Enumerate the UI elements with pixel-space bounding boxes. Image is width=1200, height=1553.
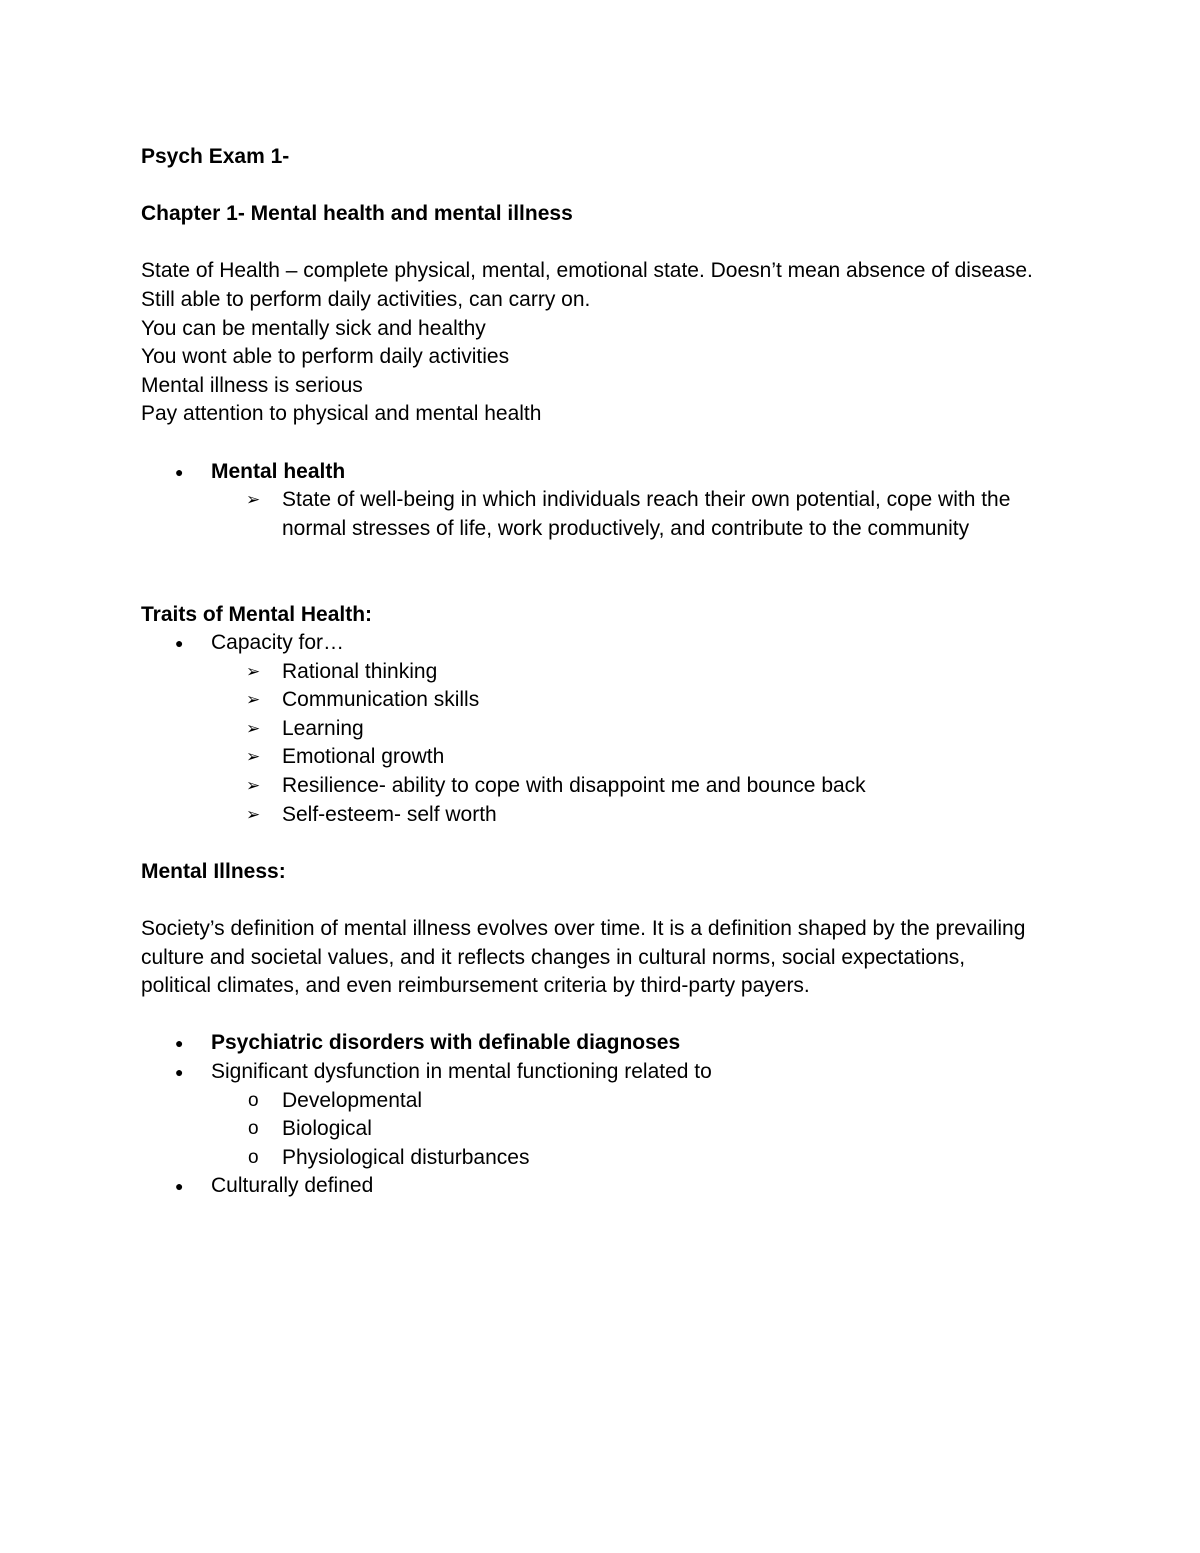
list-item-label: Mental health [211,459,346,483]
spacer [141,572,1071,601]
list-subitem-label: Self-esteem- self worth [282,802,497,826]
list-item [141,1058,1071,1087]
list-subitem-label: Emotional growth [282,745,445,769]
traits-heading: Traits of Mental Health: [141,602,373,626]
spacer [141,172,1071,201]
list-subitem-label: Rational thinking [282,659,438,683]
list-subitem-label: State of well-being in which individuals reach their own potential, cope with the [282,488,1011,512]
intro-line: Still able to perform daily activities, can carry on. [141,287,591,311]
spacer [141,829,1071,858]
list-subitem-label: normal stresses of life, work productively, and contribute to the community [282,516,970,540]
list-subitem-label: Resilience- ability to cope with disappoint me and bounce back [282,774,866,798]
arrow-bullet-icon: ➢ [246,718,261,738]
list-subitem [141,743,1071,772]
intro-line: Mental illness is serious [141,373,363,397]
bullet-icon: ● [175,635,184,652]
intro-line: Pay attention to physical and mental health [141,402,542,426]
chapter-heading: Chapter 1- Mental health and mental illness [141,202,573,226]
list-subitem [141,715,1071,744]
list-subitem [141,801,1071,830]
list-item-label: Significant dysfunction in mental functioning related to [211,1060,712,1083]
paragraph-line: political climates, and even reimbursement criteria by third-party payers. [141,974,810,998]
list-item-label: Psychiatric disorders with definable diagnoses [211,1031,681,1055]
intro-line: You wont able to perform daily activities [141,345,510,369]
spacer [141,543,1071,572]
list-subitem [141,1087,1071,1116]
list-subitem-label: Physiological disturbances [282,1145,530,1169]
list-subitem [141,486,1071,543]
list-subitem [141,1144,1071,1173]
list-subitem [141,1115,1071,1144]
bullet-icon: ● [175,1178,184,1195]
bullet-icon: ● [175,1035,184,1052]
intro-line: You can be mentally sick and healthy [141,316,486,340]
list-item [141,1029,1071,1058]
arrow-bullet-icon: ➢ [246,747,261,767]
spacer [141,1001,1071,1030]
spacer [141,886,1071,915]
list-item-label: Capacity for… [211,631,345,655]
spacer [141,429,1071,458]
arrow-bullet-icon: ➢ [246,776,261,796]
list-subitem-label: Learning [282,716,364,740]
arrow-bullet-icon: ➢ [246,490,261,510]
list-subitem-label: Biological [282,1117,372,1141]
list-subitem [141,658,1071,687]
document-title: Psych Exam 1- [141,145,290,168]
document-page [141,143,1071,1201]
circle-bullet-icon: o [248,1146,259,1168]
list-subitem-label: Communication skills [282,688,480,712]
circle-bullet-icon: o [248,1089,259,1111]
spacer [141,229,1071,258]
paragraph-line: culture and societal values, and it reflects changes in cultural norms, social expectations, [141,945,966,969]
circle-bullet-icon: o [248,1118,259,1140]
list-subitem [141,772,1071,801]
arrow-bullet-icon: ➢ [246,690,261,710]
list-subitem-label: Developmental [282,1088,423,1112]
list-subitem [141,686,1071,715]
list-item [141,1172,1071,1201]
intro-line: State of Health – complete physical, mental, emotional state. Doesn’t mean absence of disease. [141,259,1033,283]
list-item [141,629,1071,658]
arrow-bullet-icon: ➢ [246,804,261,824]
paragraph-line: Society’s definition of mental illness evolves over time. It is a definition shaped by the prevailing [141,917,1026,941]
list-item [141,458,1071,487]
bullet-icon: ● [175,1064,184,1080]
arrow-bullet-icon: ➢ [246,661,261,681]
mental-illness-heading: Mental Illness: [141,859,286,883]
bullet-icon: ● [175,463,184,480]
list-item-label: Culturally defined [211,1174,374,1198]
